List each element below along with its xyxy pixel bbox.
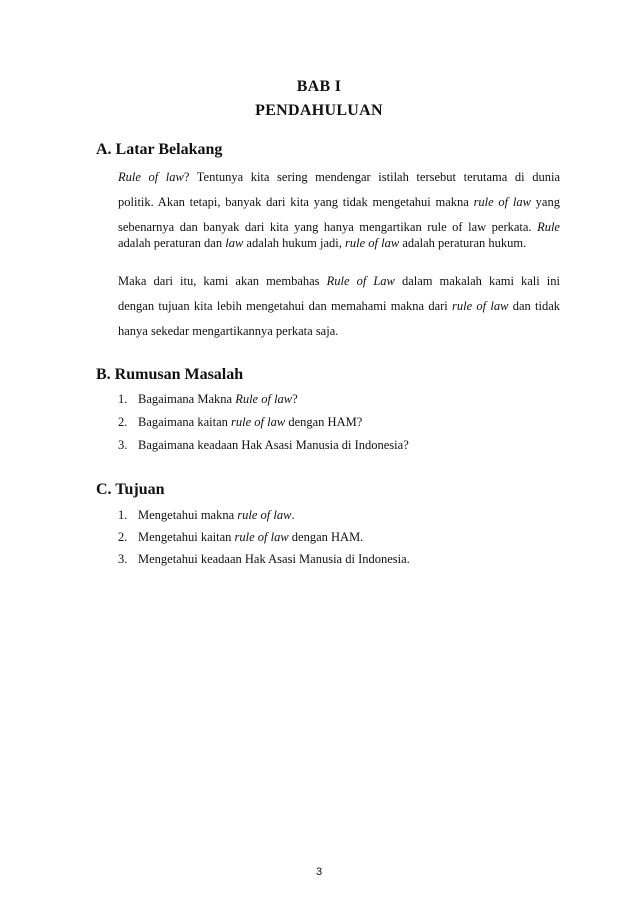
text-span: dengan HAM. bbox=[288, 530, 364, 544]
text-span: adalah hukum jadi, bbox=[243, 236, 346, 250]
text-span: dengan tujuan kita lebih mengetahui dan memahami makna dari bbox=[118, 299, 453, 313]
italic-term: Rule of law bbox=[235, 392, 293, 406]
italic-term: Rule of Law bbox=[326, 274, 395, 288]
text-span: Mengetahui keadaan Hak Asasi Manusia di Indonesia. bbox=[138, 552, 410, 566]
list-number: 3. bbox=[118, 552, 128, 566]
list-item bbox=[118, 414, 362, 430]
italic-term: rule of law bbox=[452, 299, 509, 313]
list-item bbox=[118, 507, 295, 523]
text-span: hanya sekedar mengartikannya perkata saja. bbox=[118, 324, 339, 338]
paragraph-line bbox=[118, 298, 560, 314]
italic-term: rule of law bbox=[237, 508, 292, 522]
text-span: ? Tentunya kita sering mendengar istilah tersebut terutama di dunia bbox=[183, 170, 560, 184]
list-number: 2. bbox=[118, 415, 128, 429]
paragraph-line bbox=[118, 194, 560, 210]
italic-term: rule of law bbox=[231, 415, 286, 429]
text-span: Mengetahui makna bbox=[138, 508, 238, 522]
list-number: 2. bbox=[118, 530, 128, 544]
section-heading-latar-belakang: A. Latar Belakang bbox=[96, 141, 223, 158]
text-span: . bbox=[291, 508, 295, 522]
list-item bbox=[118, 391, 298, 407]
italic-term: rule of law bbox=[345, 236, 400, 250]
text-span: Mengetahui kaitan bbox=[138, 530, 235, 544]
italic-term: rule of law bbox=[473, 195, 531, 209]
list-item bbox=[118, 529, 363, 545]
paragraph-line bbox=[118, 219, 560, 235]
text-span: politik. Akan tetapi, banyak dari kita yang tidak mengetahui makna bbox=[118, 195, 474, 209]
italic-term: rule of law bbox=[234, 530, 289, 544]
section-heading-rumusan-masalah: B. Rumusan Masalah bbox=[96, 366, 244, 383]
section-heading-tujuan: C. Tujuan bbox=[96, 481, 165, 498]
italic-term: Rule of law bbox=[118, 170, 184, 184]
paragraph-line bbox=[118, 235, 560, 251]
paragraph-line bbox=[118, 323, 560, 339]
text-span: ? bbox=[292, 392, 298, 406]
text-span: dalam makalah kami kali ini bbox=[394, 274, 560, 288]
text-span: adalah peraturan hukum. bbox=[399, 236, 527, 250]
list-item bbox=[118, 551, 410, 567]
text-span: adalah peraturan dan bbox=[118, 236, 226, 250]
text-span: dan tidak bbox=[508, 299, 560, 313]
text-span: Bagaimana Makna bbox=[138, 392, 236, 406]
page-number: 3 bbox=[315, 866, 323, 878]
list-number: 1. bbox=[118, 508, 128, 522]
italic-term: law bbox=[225, 236, 244, 250]
list-item bbox=[118, 437, 409, 453]
text-span: sebenarnya dan banyak dari kita yang hanya mengartikan rule of law perkata. bbox=[118, 220, 538, 234]
chapter-number: BAB I bbox=[296, 78, 342, 95]
paragraph-line bbox=[118, 273, 560, 289]
text-span: Bagaimana keadaan Hak Asasi Manusia di Indonesia? bbox=[138, 438, 409, 452]
text-span: Maka dari itu, kami akan membahas bbox=[118, 274, 327, 288]
text-span: yang bbox=[530, 195, 560, 209]
text-span: dengan HAM? bbox=[285, 415, 363, 429]
chapter-title: PENDAHULUAN bbox=[255, 102, 383, 119]
text-span: Bagaimana kaitan bbox=[138, 415, 232, 429]
list-number: 1. bbox=[118, 392, 128, 406]
list-number: 3. bbox=[118, 438, 128, 452]
italic-term: Rule bbox=[537, 220, 560, 234]
paragraph-line bbox=[118, 169, 560, 185]
